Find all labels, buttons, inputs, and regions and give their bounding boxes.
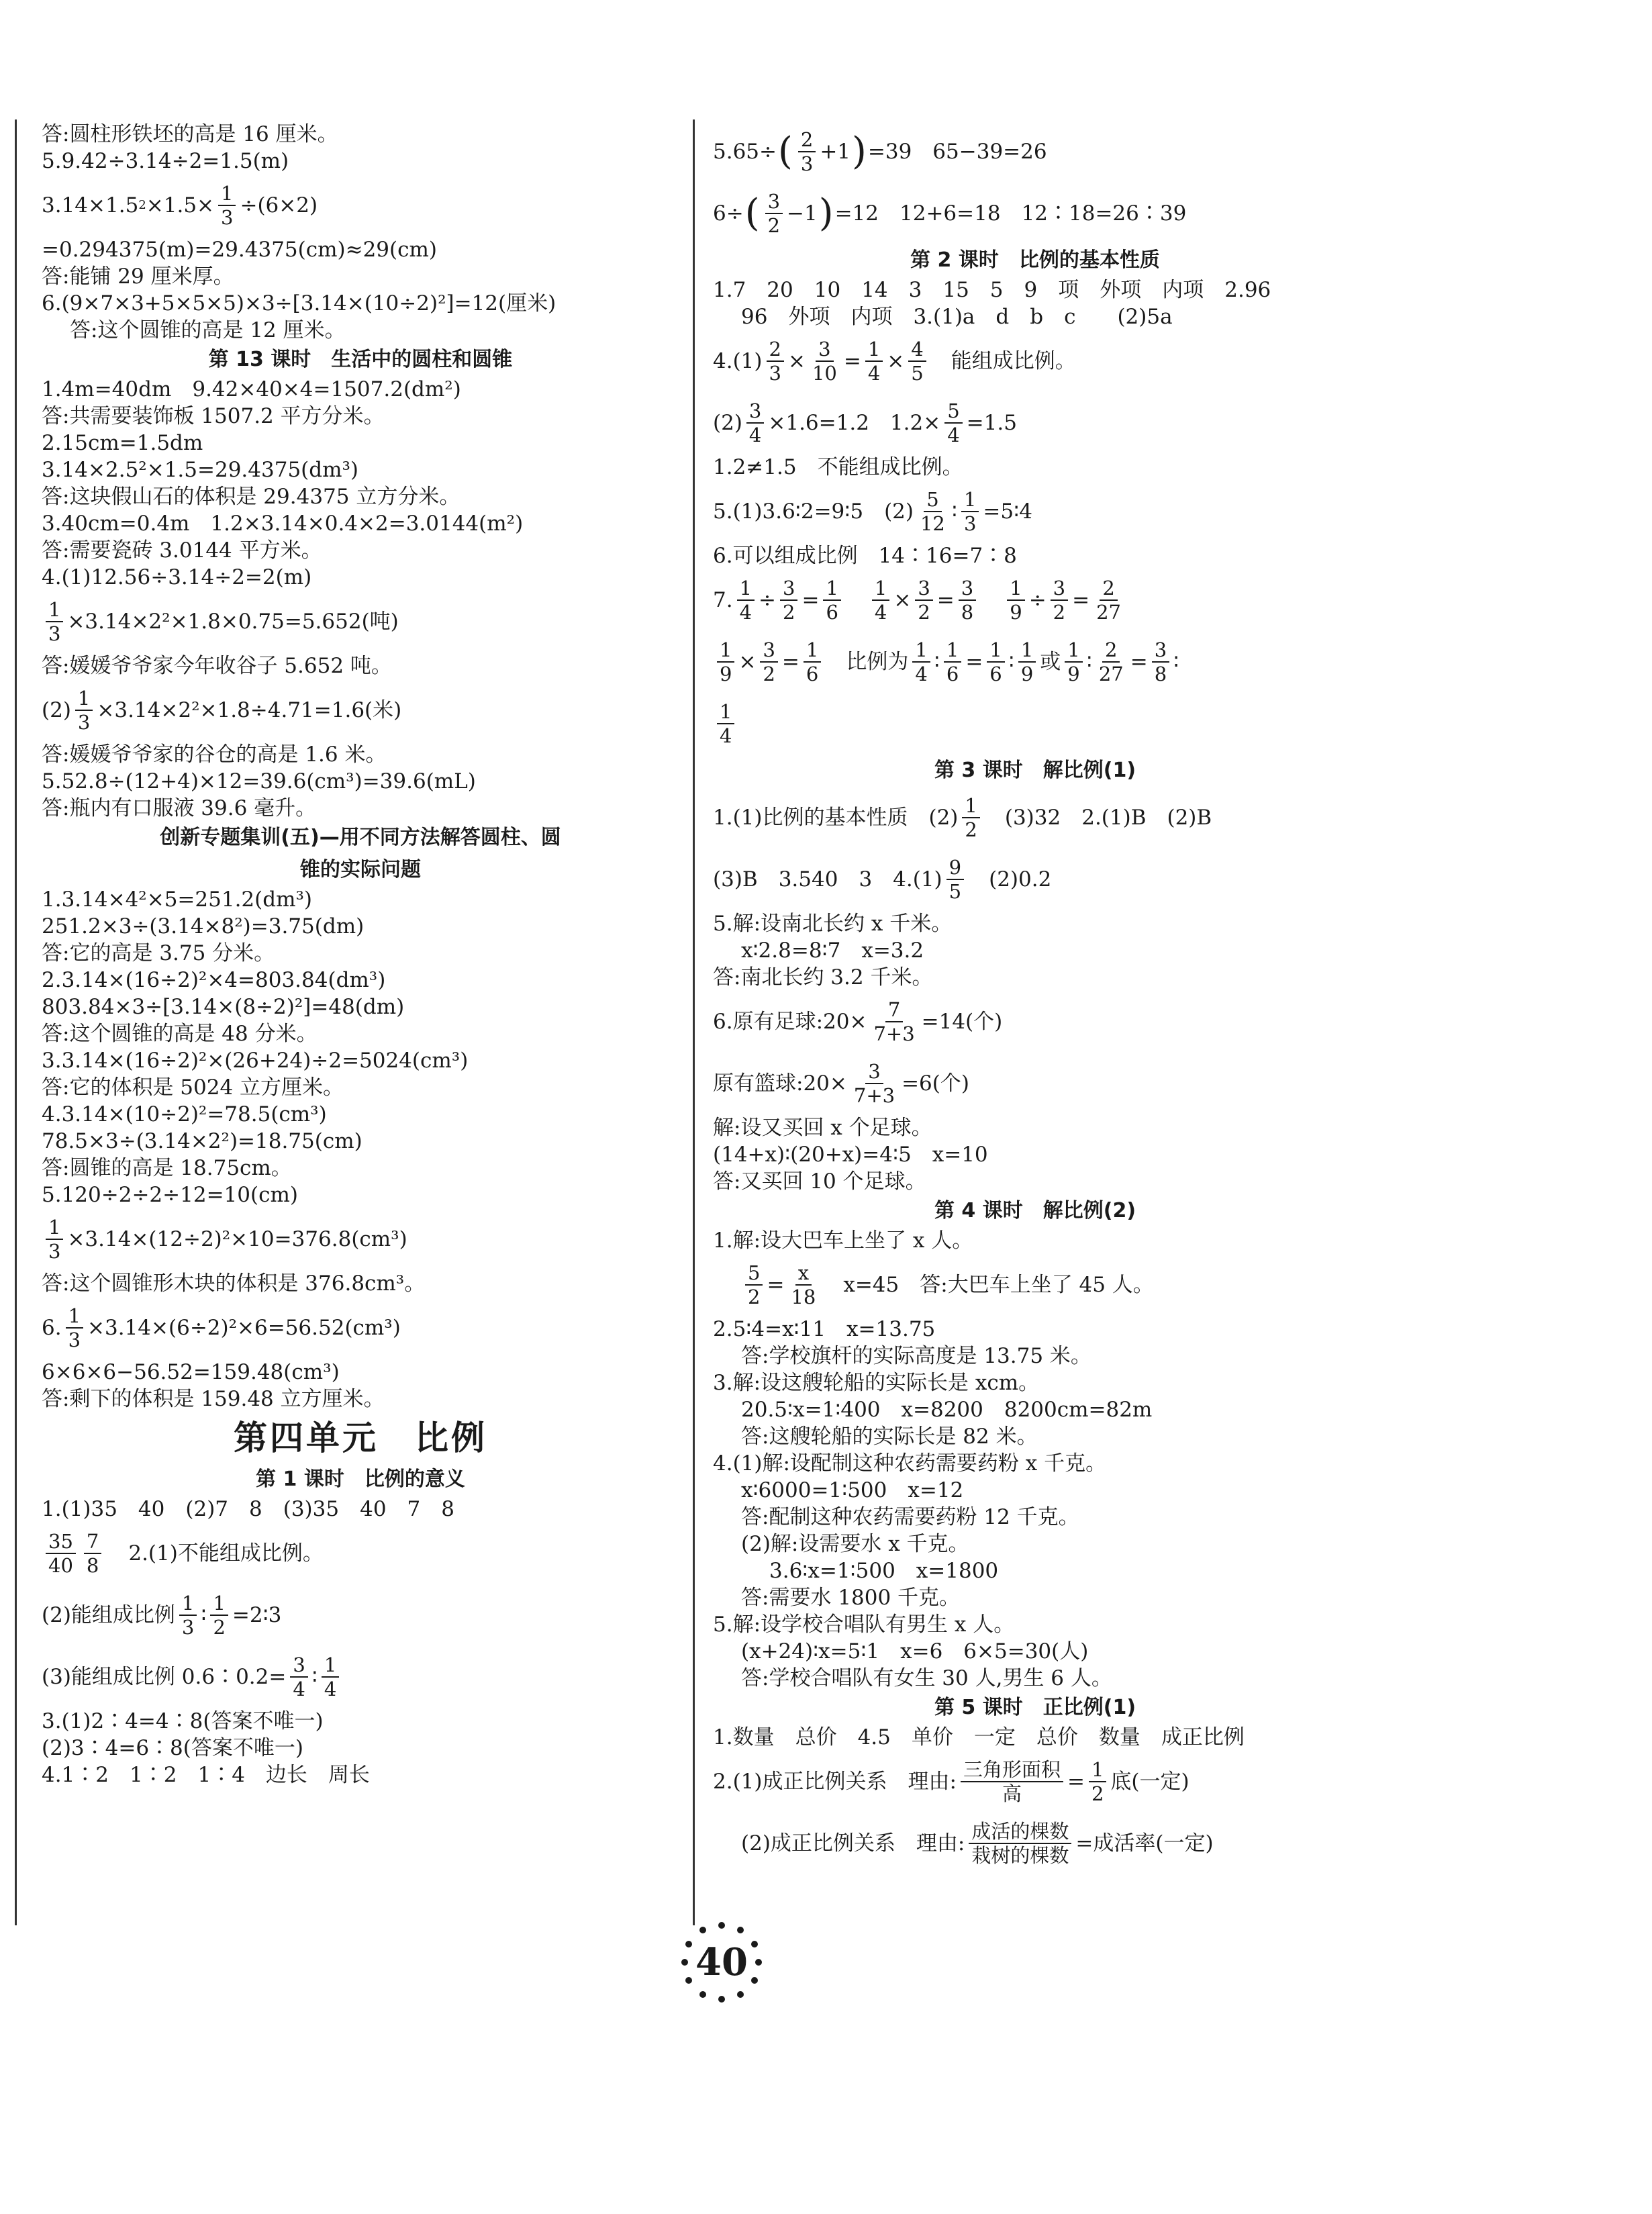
answer-line: 1.2≠1.5 不能组成比例。 — [713, 455, 963, 479]
answer-line: 答:这艘轮船的实际长是 82 米。 — [741, 1425, 1038, 1449]
answer-line: (3)B 3.540 3 4.(1) $\frac{9}{5}$ (2)0.2 — [713, 856, 1052, 903]
answer-line: 5.52.8÷(12+4)×12=39.6(cm³)=39.6(mL) — [42, 769, 476, 793]
answer-line: x∶6000=1∶500 x=12 — [741, 1478, 964, 1502]
answer-line: 答:南北长约 3.2 千米。 — [713, 965, 933, 990]
answer-line: 4.3.14×(10÷2)²=78.5(cm³) — [42, 1102, 327, 1126]
answer-line: 6.原有足球:20× $\frac{7}{7+3}$ =14(个) — [713, 998, 1003, 1045]
answer-line: 答:媛媛爷爷家今年收谷子 5.652 吨。 — [42, 654, 392, 678]
answer-line: =0.294375(m)=29.4375(cm)≈29(cm) — [42, 238, 437, 262]
fraction: $\frac{3}{10}$ — [812, 338, 837, 385]
answer-line: 答:圆锥的高是 18.75cm。 — [42, 1156, 292, 1180]
fraction: $\frac{1}{6}$ — [944, 638, 961, 685]
fraction: $\frac{3}{8}$ — [959, 577, 976, 624]
fraction: $\frac{1}{3}$ — [66, 1304, 83, 1351]
fraction: $\frac{1}{2}$ — [1089, 1758, 1106, 1805]
fraction: $\frac{3}{4}$ — [746, 399, 764, 446]
answer-line: 3.3.14×(16÷2)²×(26+24)÷2=5024(cm³) — [42, 1049, 469, 1073]
fraction: $\frac{1}{9}$ — [1065, 638, 1082, 685]
answer-line: 答:学校旗杆的实际高度是 13.75 米。 — [741, 1344, 1091, 1368]
answer-line: 6×6×6−56.52=159.48(cm³) — [42, 1360, 340, 1384]
answer-line: 3.解:设这艘轮船的实际长是 xcm。 — [713, 1371, 1040, 1395]
fraction: $\frac{1}{4}$ — [865, 338, 883, 385]
fraction: $\frac{3}{7+3}$ — [853, 1060, 895, 1107]
fraction: $\frac{\text{三角形面积}}{\text{高}}$ — [961, 1758, 1063, 1805]
fraction: $\frac{1}{2}$ — [962, 794, 979, 841]
answer-line: 1.4m=40dm 9.42×40×4=1507.2(dm²) — [42, 377, 461, 401]
fraction: $\frac{5}{2}$ — [745, 1261, 763, 1308]
answer-line: 251.2×3÷(3.14×8²)=3.75(dm) — [42, 914, 365, 938]
answer-line: 答:需要瓷砖 3.0144 平方米。 — [42, 538, 322, 563]
answer-line: 答:这个圆锥形木块的体积是 376.8cm³。 — [42, 1271, 426, 1296]
answer-line: 1.(1)35 40 (2)7 8 (3)35 40 7 8 — [42, 1497, 454, 1521]
answer-line: 5.解:设学校合唱队有男生 x 人。 — [713, 1613, 1015, 1637]
fraction: $\frac{1}{4}$ — [322, 1653, 339, 1700]
answer-line: 答:这个圆锥的高是 12 厘米。 — [70, 318, 346, 342]
fraction: $\frac{9}{5}$ — [946, 856, 964, 903]
answer-line: (x+24)∶x=5∶1 x=6 6×5=30(人) — [741, 1639, 1089, 1664]
fraction: $\frac{1}{6}$ — [987, 638, 1004, 685]
answer-line: x∶2.8=8∶7 x=3.2 — [741, 938, 924, 963]
answer-line: 7. $\frac{1}{4}$ ÷ $\frac{3}{2}$ = $\frac{1}{6}$ $\frac{1}{4}$ × $\frac{3}{2}$ = $\frac{3}{8}$ $\frac{1}{9}$ ÷ $\frac{3}{2}$ = $\frac{2}{27}$ — [713, 569, 1357, 631]
answer-line: 2.(1)成正比例关系 理由: $\frac{\text{三角形面积}}{\text{高}}$ = $\frac{1}{2}$ 底(一定) — [713, 1758, 1189, 1805]
answer-line: $\frac{1}{3}$ ×3.14×2²×1.8×0.75=5.652(吨) — [42, 591, 679, 653]
answer-line: 解:设又买回 x 个足球。 — [713, 1116, 932, 1140]
fraction: $\frac{2}{3}$ — [767, 338, 784, 385]
fraction: $\frac{1}{3}$ — [46, 1216, 63, 1263]
fraction: $\frac{3}{2}$ — [1051, 577, 1068, 624]
answer-line: 6.可以组成比例 14∶16=7∶8 — [713, 544, 1017, 568]
answer-line: $\frac{1}{9}$ × $\frac{3}{2}$ = $\frac{1}{6}$ 比例为 $\frac{1}{4}$ ∶ $\frac{1}{6}$ = $\frac{1}{6}$ ∶ $\frac{1}{9}$ 或 $\frac{1}{9}$ ∶ $\frac{2}{27}$ = $\frac{3}{8}$ ∶ — [713, 631, 1357, 693]
answer-line: 1.解:设大巴车上坐了 x 人。 — [713, 1229, 973, 1253]
left-answer-column — [42, 121, 679, 1788]
answer-line: 2.5∶4=x∶11 x=13.75 — [713, 1317, 936, 1341]
answer-line: 5.9.42÷3.14÷2=1.5(m) — [42, 149, 289, 173]
fraction: $\frac{2}{3}$ — [798, 128, 816, 175]
answer-line: 答:这块假山石的体积是 29.4375 立方分米。 — [42, 485, 460, 509]
answer-line: 5.(1)3.6∶2=9∶5 (2) $\frac{5}{12}$ ∶ $\frac{1}{3}$ =5∶4 — [713, 488, 1032, 535]
answer-line: 1.数量 总价 4.5 单价 一定 总价 数量 成正比例 — [713, 1725, 1245, 1749]
answer-line: 3.14×2.5²×1.5=29.4375(dm³) — [42, 458, 359, 482]
fraction: $\frac{5}{12}$ — [920, 488, 945, 535]
answer-line: 4.(1)12.56÷3.14÷2=2(m) — [42, 565, 312, 589]
answer-line: 原有篮球:20× $\frac{3}{7+3}$ =6(个) — [713, 1060, 969, 1107]
fraction: $\frac{1}{4}$ — [717, 700, 734, 747]
answer-line: $\frac{5}{2}$ = $\frac{x}{18}$ x=45 答:大巴车上坐了 45 人。 — [713, 1254, 1357, 1316]
answer-line: 答:媛媛爷爷家的谷仓的高是 1.6 米。 — [42, 742, 387, 767]
fraction: $\frac{1}{9}$ — [717, 638, 734, 685]
fraction: $\frac{1}{9}$ — [1007, 577, 1024, 624]
answer-line: 4.(1)解:设配制这种农药需要药粉 x 千克。 — [713, 1451, 1107, 1476]
answer-line: 5.120÷2÷2÷12=10(cm) — [42, 1183, 298, 1207]
fraction: $\frac{1}{3}$ — [218, 182, 236, 229]
topic-heading: 创新专题集训(五)—用不同方法解答圆柱、圆 — [160, 826, 561, 849]
fraction: $\frac{2}{27}$ — [1098, 638, 1124, 685]
fraction: $\frac{3}{4}$ — [290, 1653, 307, 1700]
left-margin-rule — [15, 119, 17, 1925]
fraction: $\frac{4}{5}$ — [908, 338, 926, 385]
fraction: $\frac{1}{3}$ — [179, 1592, 197, 1639]
answer-line: (14+x)∶(20+x)=4∶5 x=10 — [713, 1143, 988, 1167]
fraction: $\frac{1}{2}$ — [210, 1592, 228, 1639]
answer-line: 6.(9×7×3+5×5×5)×3÷[3.14×(10÷2)²]=12(厘米) — [42, 291, 556, 316]
answer-line: (2)3∶4=6∶8(答案不唯一) — [42, 1736, 303, 1760]
answer-line: 答:能铺 29 厘米厚。 — [42, 264, 234, 289]
answer-line: 96 外项 内项 3.(1)a d b c (2)5a — [741, 305, 1173, 329]
answer-line: 答:它的高是 3.75 分米。 — [42, 941, 275, 965]
answer-line: (2)能组成比例 $\frac{1}{3}$ ∶ $\frac{1}{2}$ =2∶3 — [42, 1592, 282, 1639]
answer-line: (2)成正比例关系 理由: $\frac{\text{成活的棵数}}{\text{栽树的棵数}}$ =成活率(一定) — [741, 1820, 1214, 1867]
answer-line: 答:这个圆锥的高是 48 分米。 — [42, 1022, 318, 1046]
fraction: $\frac{\text{成活的棵数}}{\text{栽树的棵数}}$ — [969, 1820, 1071, 1867]
answer-line: 3.6∶x=1∶500 x=1800 — [769, 1559, 999, 1583]
fraction: $\frac{5}{4}$ — [944, 399, 962, 446]
answer-line: 2.3.14×(16÷2)²×4=803.84(dm³) — [42, 968, 386, 992]
fraction: $\frac{3}{2}$ — [780, 577, 797, 624]
answer-line: 答:瓶内有口服液 39.6 毫升。 — [42, 796, 317, 820]
fraction: $\frac{1}{4}$ — [872, 577, 889, 624]
right-answer-column — [713, 121, 1357, 1874]
fraction: $\frac{1}{3}$ — [75, 687, 93, 734]
answer-line: 答:学校合唱队有女生 30 人,男生 6 人。 — [741, 1666, 1112, 1690]
page-number: 40 — [695, 1940, 748, 1984]
answer-line: 6. $\frac{1}{3}$ ×3.14×(6÷2)²×6=56.52(cm³) — [42, 1304, 401, 1351]
answer-line: 1.(1)比例的基本性质 (2) $\frac{1}{2}$ (3)32 2.(1)B (2)B — [713, 794, 1212, 841]
center-column-rule — [693, 119, 695, 1925]
answer-line: 答:共需要装饰板 1507.2 平方分米。 — [42, 404, 385, 428]
answer-line: (2) $\frac{3}{4}$ ×1.6=1.2 1.2× $\frac{5}{4}$ =1.5 — [713, 399, 1017, 446]
answer-line: 答:它的体积是 5024 立方厘米。 — [42, 1075, 344, 1100]
answer-line: 1.3.14×4²×5=251.2(dm³) — [42, 887, 312, 912]
fraction: $\frac{35}{40}$ — [46, 1530, 76, 1577]
answer-line: 答:需要水 1800 千克。 — [741, 1586, 961, 1610]
answer-line: $\frac{35}{40}$ $\frac{7}{8}$ 2.(1)不能组成比例。 — [42, 1523, 679, 1584]
fraction: $\frac{1}{4}$ — [737, 577, 755, 624]
answer-line: (2)解:设需要水 x 千克。 — [741, 1532, 969, 1556]
answer-line: 2.15cm=1.5dm — [42, 431, 203, 455]
page-number-badge — [678, 1919, 765, 2006]
lesson-heading: 第 3 课时 解比例(1) — [934, 759, 1136, 782]
answer-line: (2) $\frac{1}{3}$ ×3.14×2²×1.8÷4.71=1.6(米) — [42, 687, 402, 734]
lesson-heading: 第 1 课时 比例的意义 — [256, 1467, 465, 1491]
unit-title: 第四单元 比例 — [234, 1418, 487, 1457]
fraction: $\frac{3}{2}$ — [760, 638, 777, 685]
fraction: $\frac{1}{6}$ — [804, 638, 821, 685]
answer-line: 3.14×1.5 2 ×1.5× $\frac{1}{3}$ ÷(6×2) — [42, 182, 318, 229]
fraction: $\frac{1}{4}$ — [912, 638, 930, 685]
fraction: $\frac{2}{27}$ — [1096, 577, 1122, 624]
answer-line: 6÷ ( $\frac{3}{2}$ −1 ) =12 12+6=18 12∶18=26∶39 — [713, 190, 1187, 237]
lesson-heading: 第 13 课时 生活中的圆柱和圆锥 — [208, 348, 513, 371]
answer-line: $\frac{1}{3}$ ×3.14×(12÷2)²×10=376.8(cm³) — [42, 1208, 679, 1270]
answer-line: 3.(1)2∶4=4∶8(答案不唯一) — [42, 1709, 324, 1733]
fraction: $\frac{3}{8}$ — [1152, 638, 1169, 685]
fraction: $\frac{3}{2}$ — [765, 190, 783, 237]
answer-line: 5.65÷ ( $\frac{2}{3}$ +1 ) =39 65−39=26 — [713, 128, 1047, 175]
answer-line: 答:又买回 10 个足球。 — [713, 1169, 926, 1194]
answer-line: 4.1∶2 1∶2 1∶4 边长 周长 — [42, 1763, 370, 1787]
answer-line: 20.5∶x=1∶400 x=8200 8200cm=82m — [741, 1398, 1153, 1422]
fraction: $\frac{x}{18}$ — [791, 1261, 816, 1308]
fraction: $\frac{7}{7+3}$ — [873, 998, 915, 1045]
answer-line: (3)能组成比例 0.6∶0.2= $\frac{3}{4}$ ∶ $\frac{1}{4}$ — [42, 1646, 679, 1708]
lesson-heading: 第 5 课时 正比例(1) — [934, 1696, 1136, 1719]
fraction: $\frac{1}{6}$ — [823, 577, 840, 624]
fraction: $\frac{7}{8}$ — [84, 1530, 101, 1577]
answer-line: 5.解:设南北长约 x 千米。 — [713, 912, 953, 936]
answer-line — [713, 693, 1357, 755]
answer-line: 803.84×3÷[3.14×(8÷2)²]=48(dm) — [42, 995, 405, 1019]
fraction: $\frac{1}{3}$ — [961, 488, 979, 535]
lesson-heading: 第 4 课时 解比例(2) — [934, 1199, 1136, 1222]
topic-heading: 锥的实际问题 — [300, 858, 421, 881]
answer-line: 78.5×3÷(3.14×2²)=18.75(cm) — [42, 1129, 362, 1153]
answer-line: 答:圆柱形铁坯的高是 16 厘米。 — [42, 122, 338, 146]
answer-line: 答:剩下的体积是 159.48 立方厘米。 — [42, 1387, 385, 1411]
fraction: $\frac{3}{2}$ — [915, 577, 932, 624]
fraction: $\frac{1}{3}$ — [46, 598, 63, 645]
answer-line: 4.(1) $\frac{2}{3}$ × $\frac{3}{10}$ = $\frac{1}{4}$ × $\frac{4}{5}$ 能组成比例。 — [713, 338, 1076, 385]
fraction: $\frac{1}{9}$ — [1018, 638, 1036, 685]
answer-line: 答:配制这种农药需要药粉 12 千克。 — [741, 1505, 1079, 1529]
lesson-heading: 第 2 课时 比例的基本性质 — [910, 248, 1160, 272]
answer-line: 1.7 20 10 14 3 15 5 9 项 外项 内项 2.96 — [713, 278, 1271, 302]
answer-line: 3.40cm=0.4m 1.2×3.14×0.4×2=3.0144(m²) — [42, 512, 524, 536]
